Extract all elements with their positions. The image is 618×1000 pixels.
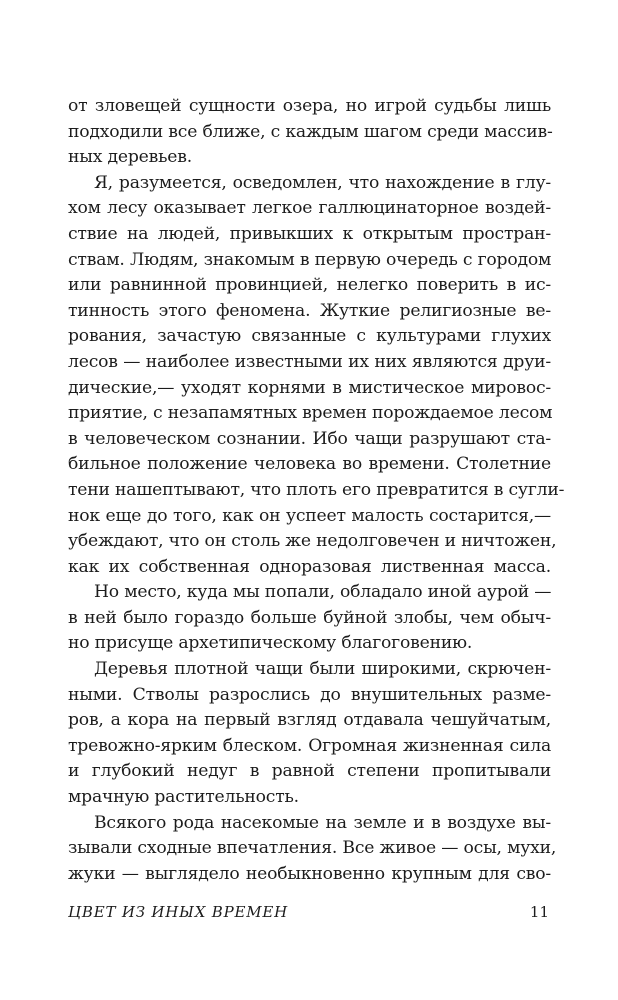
text-line: лесов — наиболее известными их них являются друи- [68, 351, 551, 372]
text-line: как их собственная одноразовая лиственная масса. [68, 556, 551, 577]
text-line: ных деревьев. [68, 147, 192, 168]
text-line: в ней было гораздо больше буйной злобы, чем обыч- [68, 607, 551, 628]
text-line: Всякого рода насекомые на земле и в воздухе вы- [94, 812, 551, 833]
text-line: или равнинной провинцией, нелегко поверить в ис- [68, 275, 551, 296]
text-line: дические,— уходят корнями в мистическое мировос- [68, 377, 551, 398]
text-line: нок еще до того, как он успеет малость состарится,— [68, 505, 551, 526]
text-line: тинность этого феномена. Жуткие религиозные ве- [68, 300, 551, 321]
text-line: зывали сходные впечатления. Все живое — осы, мухи, [68, 838, 557, 859]
text-line: бильное положение человека во времени. Столетние [68, 454, 551, 475]
text-line: и глубокий недуг в равной степени пропитывали [68, 761, 551, 782]
text-line: жуки — выглядело необыкновенно крупным для сво- [68, 863, 551, 884]
text-line: тени нашептывают, что плоть его превратится в сугли- [68, 479, 565, 500]
text-line: приятие, с незапамятных времен порождаемое лесом [68, 403, 553, 424]
body-text [68, 94, 565, 887]
text-line: ров, а кора на первый взгляд отдавала чешуйчатым, [68, 710, 551, 731]
text-line: убеждают, что он столь же недолговечен и ничтожен, [68, 531, 557, 552]
text-line: рования, зачастую связанные с культурами глухих [68, 326, 551, 347]
text-line: подходили все ближе, с каждым шагом среди массив- [68, 121, 553, 142]
text-line: от зловещей сущности озера, но игрой судьбы лишь [68, 96, 551, 116]
text-line: в человеческом сознании. Ибо чащи разрушают ста- [68, 428, 551, 449]
page-number: 11 [529, 903, 549, 921]
text-line: Но место, куда мы попали, обладало иной аурой — [94, 582, 552, 603]
running-title: ЦВЕТ ИЗ ИНЫХ ВРЕМЕН [68, 903, 289, 921]
text-line: ными. Стволы разрослись до внушительных разме- [68, 684, 551, 705]
text-line: но присуще архетипическому благоговению. [68, 633, 473, 654]
text-line: Я, разумеется, осведомлен, что нахождение в глу- [94, 172, 551, 193]
text-line: ствие на людей, привыкших к открытым простран- [68, 223, 551, 244]
page-footer [68, 903, 551, 927]
text-line: мрачную растительность. [68, 787, 299, 808]
text-line: хом лесу оказывает легкое галлюцинаторное воздей- [68, 198, 551, 219]
text-line: ствам. Людям, знакомым в первую очередь с городом [68, 249, 552, 270]
text-line: Деревья плотной чащи были широкими, скрючен- [94, 659, 551, 680]
text-line: тревожно-ярким блеском. Огромная жизненная сила [68, 735, 551, 756]
